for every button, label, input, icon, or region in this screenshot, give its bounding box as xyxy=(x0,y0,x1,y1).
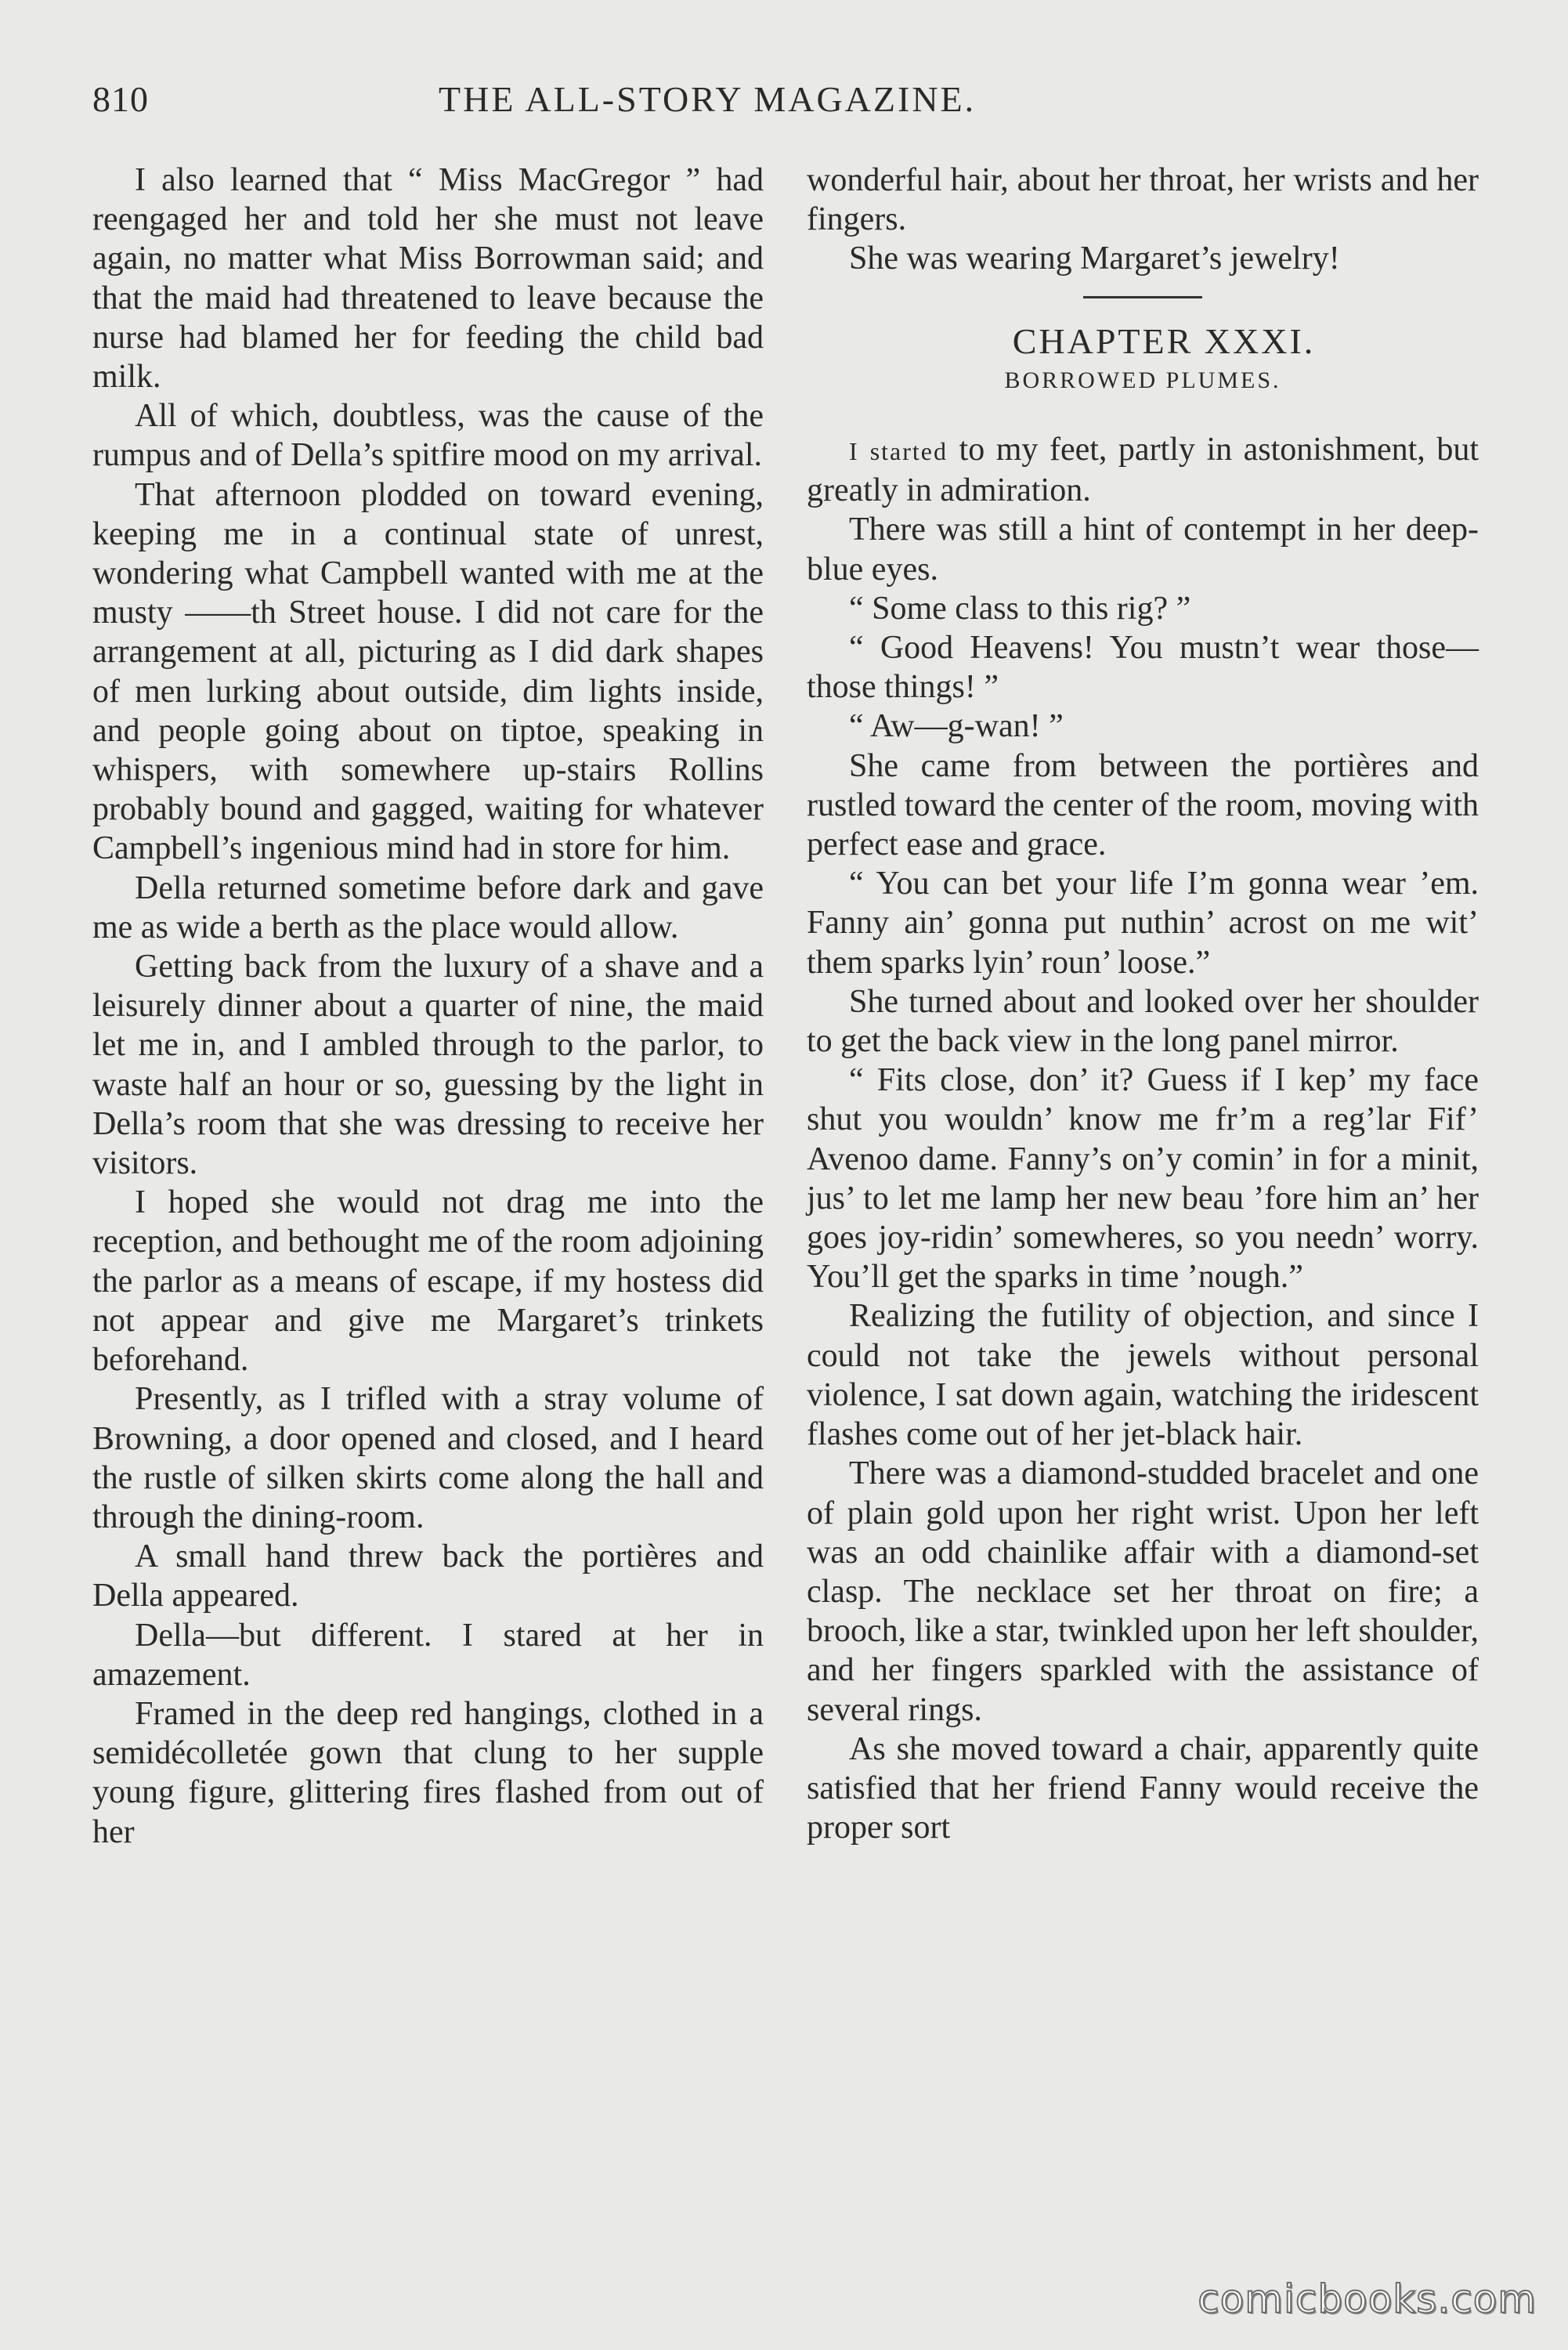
paragraph: Getting back from the luxury of a shave and a leisurely dinner about a quarter of nine, the maid let me in, and I ambled through to the parlor, to waste half an hour or so, guessing by the light in Della’s room that she was dressing to receive her visitors. xyxy=(92,949,764,1182)
paragraph: “ Good Heavens! You mustn’t wear those—those things! ” xyxy=(807,630,1479,706)
paragraph: That afternoon plodded on toward evening, keeping me in a continual state of unrest, wondering what Campbell wanted with me at the musty ——th Street house. I did not care for the arrangement at all, picturing as I did dark shapes of men lurking about outside, dim lights inside, and people going about on tiptoe, speaking in whispers, with somewhere up-stairs Rollins probably bound and gagged, waiting for whatever Campbell’s ingenious mind had in store for him. xyxy=(92,476,764,867)
paragraph: There was still a hint of contempt in her deep-blue eyes. xyxy=(807,512,1479,588)
paragraph: Framed in the deep red hangings, clothed in a semidécolletée gown that clung to her supple young figure, glittering fires flashed from out of her xyxy=(92,1695,764,1850)
paragraph: All of which, doubtless, was the cause of the rumpus and of Della’s spitfire mood on my arrival. xyxy=(92,398,764,474)
paragraph: I also learned that “ Miss MacGregor ” had reengaged her and told her she must not leave again, no matter what Miss Borrowman said; and that the maid had threatened to leave because the nurse had blamed her for feeding the child bad milk. xyxy=(92,162,764,396)
paragraph: Della returned sometime before dark and gave me as wide a berth as the place would allow. xyxy=(92,870,764,945)
paragraph: “ You can bet your life I’m gonna wear ’em. Fanny ain’ gonna put nuthin’ acrost on me wit’ them sparks lyin’ roun’ loose.” xyxy=(807,866,1479,981)
chapter-subtitle: BORROWED PLUMES. xyxy=(1004,367,1281,393)
page-number: 810 xyxy=(92,79,149,119)
section-divider xyxy=(1083,296,1202,298)
paragraph: Realizing the futility of objection, and since I could not take the jewels without personal violence, I sat down again, watching the iridescent flashes come out of her jet-black hair. xyxy=(807,1298,1479,1453)
left-column xyxy=(92,161,764,1852)
paragraph: I hoped she would not drag me into the reception, and bethought me of the room adjoining the parlor as a means of escape, if my hostess did not appear and give me Margaret’s trinkets beforehand. xyxy=(92,1184,764,1379)
paragraph-text: to my feet, partly in astonishment, but greatly in admiration. xyxy=(807,432,1479,509)
paragraph: Della—but different. I stared at her in amazement. xyxy=(92,1617,764,1693)
paragraph: She was wearing Margaret’s jewelry! xyxy=(849,240,1340,277)
right-column xyxy=(807,161,1479,1847)
paragraph: “ Fits close, don’ it? Guess if I kep’ my face shut you wouldn’ know me fr’m a reg’lar Fif’ Avenoo dame. Fanny’s on’y comin’ in for a minit, jus’ to let me lamp her new beau ’fore him an’ her goes joy-ridin’ somewheres, so you needn’ worry. You’ll get the sparks in time ’nough.” xyxy=(807,1062,1479,1296)
running-head: THE ALL-STORY MAGAZINE. xyxy=(439,79,977,119)
lead-word: I started xyxy=(849,437,948,466)
paragraph: A small hand threw back the portières and Della appeared. xyxy=(92,1538,764,1614)
paragraph: “ Some class to this rig? ” xyxy=(849,590,1191,627)
chapter-title: CHAPTER XXXI. xyxy=(1012,320,1316,361)
paragraph: As she moved toward a chair, apparently quite satisfied that her friend Fanny would receive the proper sort xyxy=(807,1730,1479,1846)
paragraph-continuation: wonderful hair, about her throat, her wrists and her fingers. xyxy=(807,162,1479,238)
paragraph: There was a diamond-studded bracelet and one of plain gold upon her right wrist. Upon her left was an odd chainlike affair with a diamond-set clasp. The necklace set her throat on fire; a brooch, like a star, twinkled upon her left shoulder, and her fingers sparkled with the assistance of several rings. xyxy=(807,1455,1479,1728)
paragraph: Presently, as I trifled with a stray volume of Browning, a door opened and closed, and I heard the rustle of silken skirts come along the hall and through the dining-room. xyxy=(92,1381,764,1535)
chapter-opening-paragraph xyxy=(807,430,1479,510)
watermark: comicbooks.com xyxy=(1198,2276,1537,2322)
paragraph: She came from between the portières and rustled toward the center of the room, moving with perfect ease and grace. xyxy=(807,747,1479,863)
paragraph: “ Aw—g-wan! ” xyxy=(849,708,1064,745)
paragraph: She turned about and looked over her shoulder to get the back view in the long panel mirror. xyxy=(807,983,1479,1060)
